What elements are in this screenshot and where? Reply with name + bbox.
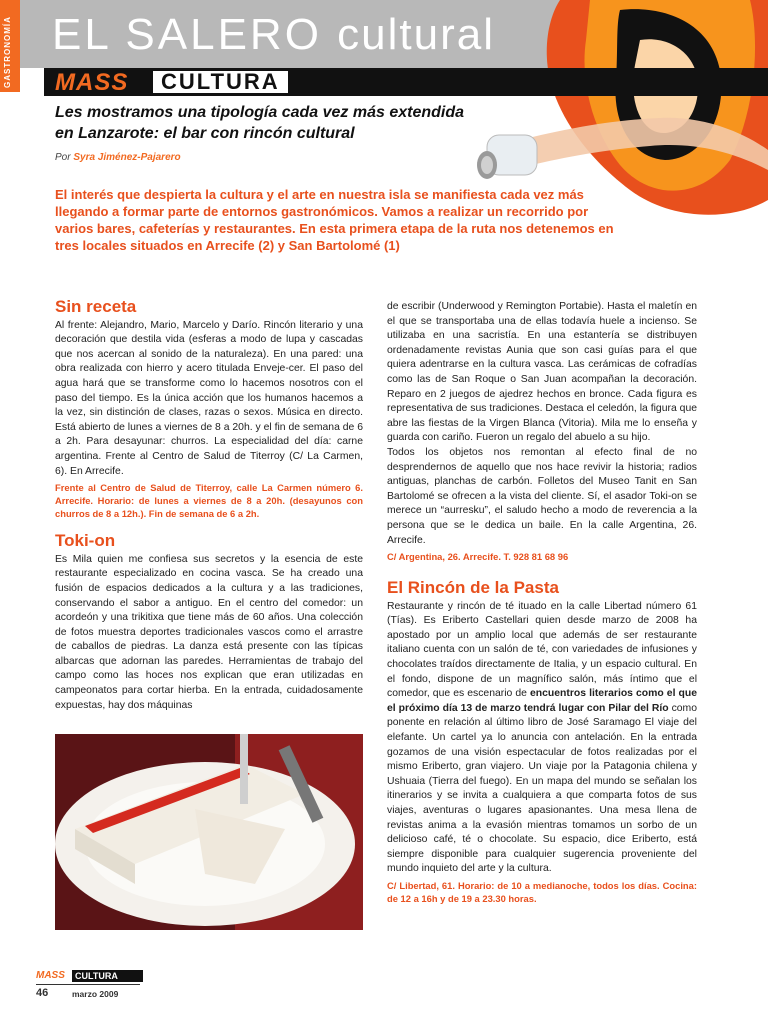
section-heading-toki-on: Toki-on bbox=[55, 531, 116, 551]
byline-author: Syra Jiménez-Pajarero bbox=[73, 152, 181, 163]
toki-on-body-3: Todos los objetos nos remontan al efecto final de no desprendernos de aquello que nos hace revivir la historia; radios antiguas, planchas de carbón. Folletos del Museo Tanit en San Bartolomé se ofrecen a la vista del cliente. Sí, el asador Toki-on se merece un “aurresku”, el saludo hecho a modo de reverencia a la persona que se le dedica un baile. En la calle Argentina, 26. Arrecife. bbox=[387, 446, 697, 546]
rincon-pasta-body-b: como ponente en relación al último libro de José Saramago El viaje del elefante. Un cartel ya lo anuncia con antelación. En la entrada gozamos de una visión espectacular de fotos realizadas por el mismo Eriberto, gran viajero. Un viaje por la Patagonia chilena y Ushuaia (Tierra del fuego). En un mapa del mundo se señalan los itinerarios y se invita a cualquiera a que comparta fotos de sus viajes, aventuras o lugares apasionantes. Una mesa llena de revistas anima a la evasión mientras tomamos un sorbo de un delicioso café, té o chocolate. Su espacio, dice Eriberto, está siempre disponible para cualquier sugerencia proveniente del mundo inquieto del arte y la cultura. bbox=[387, 702, 697, 875]
rincon-pasta-note: C/ Libertad, 61. Horario: de 10 a medianoche, todos los días. Cocina: de 12 a 16h y de 19 a 23.30 horas. bbox=[387, 879, 697, 904]
title-bold: EL SALERO bbox=[52, 10, 322, 59]
article-subtitle: Les mostramos una tipología cada vez más extendida en Lanzarote: el bar con rincón cultural bbox=[55, 104, 465, 142]
dessert-photo bbox=[55, 734, 363, 930]
section-heading-rincon-pasta: El Rincón de la Pasta bbox=[387, 578, 559, 598]
toki-on-body-1: Es Mila quien me confiesa sus secretos y la esencia de este restaurante especializado en cocina vasca. Se ha creado una fusión de espacios dedicados a la cultura y a las tradiciones, conservando el sabor a antiguo. En el centro del comedor: un acordeón y una trikitixa que tiene más de 60 años. Una colección de fotos muestra deportes tradicionales vascos como el arrastre de caballos de piedras. La danza está presente con las típicas albarcas que adornan las paredes. Herramientas de trabajo del campo como las hoces nos explican que eran utilizadas en campeonatos para cortar hierba. En la entrada, cuidadosamente expuestas, hay dos máquinas bbox=[55, 553, 363, 711]
footer-brand-mass: MASS bbox=[36, 970, 65, 981]
byline bbox=[55, 152, 181, 163]
page-title bbox=[52, 10, 495, 60]
footer-brand-cultura: CULTURA bbox=[72, 970, 143, 982]
brand-mass: MASS bbox=[55, 69, 129, 96]
toki-on-body-2: de escribir (Underwood y Remington Portabie). Hasta el maletín en el que se transportaba una de ellas todavía huele a incienso. Se utilizaba en una sacristía. En una estantería se distribuyen ordenadamente revistas Aunia que son casi guías para el que quiera adentrarse en la cultura vasca. Las cerámicas de cofradías como las de San Roque o San Juan acompañan la decoración. Reparo en 2 juegos de ajedrez hechos en bronce. Cada figura es representativa de sus tradiciones. Destaca el celedón, la figura que abre las fiestas de la Virgen Blanca (Vitoria). Mila me lo enseña y guarda con cariño. Fueron un regalo del abuelo a su hijo. bbox=[387, 301, 697, 444]
section-heading-sin-receta: Sin receta bbox=[55, 297, 137, 316]
sin-receta-note: Frente al Centro de Salud de Titerroy, calle La Carmen número 6. Arrecife. Horario: de lunes a viernes de 8 a 20h. (desayunos con churros de 8 a 12h.). Fin de semana de 6 a 2h. bbox=[55, 482, 363, 520]
sin-receta-body: Al frente: Alejandro, Mario, Marcelo y Darío. Rincón literario y una decoración que destila vida (esferas a modo de lupa y cascadas que nos acercan al sonido de la naturaleza). En una pared: una obra realizada con hierro y acero titulada Enveje-cer. El paso del agua hará que se transforme como lo hacemos nosotros con el paso del tiempo. Es la única acción que los humanos hacemos a la vez, sin distinción de clases, razas o sexos. Música en directo. Está abierto de lunes a viernes de 8 a 20h. y el fin de semana de 6 a 2h. Para desayunar: churros. La especialidad del día: carne argentina. Frente al Centro de Salud de Titerroy (C/ La Carmen, 6). En Arrecife. bbox=[55, 319, 363, 477]
issue-date: marzo 2009 bbox=[72, 989, 119, 999]
section-tab-label: GASTRONOMÍA bbox=[3, 16, 12, 88]
rincon-pasta-body-bold: encuentros literarios como el que el próximo día 13 de marzo tendrá lugar con Pilar del Río bbox=[387, 688, 698, 714]
page-number: 46 bbox=[36, 987, 49, 999]
toki-on-note: C/ Argentina, 26. Arrecife. T. 928 81 68 96 bbox=[387, 551, 569, 563]
byline-prefix: Por bbox=[55, 152, 71, 163]
column-left bbox=[55, 297, 363, 713]
brand-cultura: CULTURA bbox=[153, 71, 288, 93]
column-right bbox=[387, 300, 697, 905]
rincon-pasta-body bbox=[387, 600, 697, 877]
section-tab bbox=[0, 0, 20, 92]
lead-paragraph: El interés que despierta la cultura y el arte en nuestra isla se manifiesta cada vez más llegando a formar parte de entornos gastronómicos. Vamos a realizar un recorrido por varios bares, cafeterías y restaurantes. En esta primera etapa de la ruta nos detenemos en tres locales situados en Arrecife (2) y San Bartolomé (1) bbox=[55, 187, 614, 253]
title-light: cultural bbox=[337, 10, 496, 59]
salt-shaker-icon bbox=[475, 115, 565, 195]
rincon-pasta-body-a: Restaurante y rincón de té ituado en la calle Libertad número 61 (Tías). Es Eriberto Castellari quien desde marzo de 2008 ha apostado por un amplio local que además de ser restaurante italiano cuenta con un salón de té, con variedades de infusiones y chocolates traídos directamente de Italia, y un espacio cultural. En el fondo, dispone de un magnífico salón, más íntimo que el comedor, que es escenario de bbox=[387, 600, 697, 700]
footer-divider bbox=[36, 984, 140, 985]
